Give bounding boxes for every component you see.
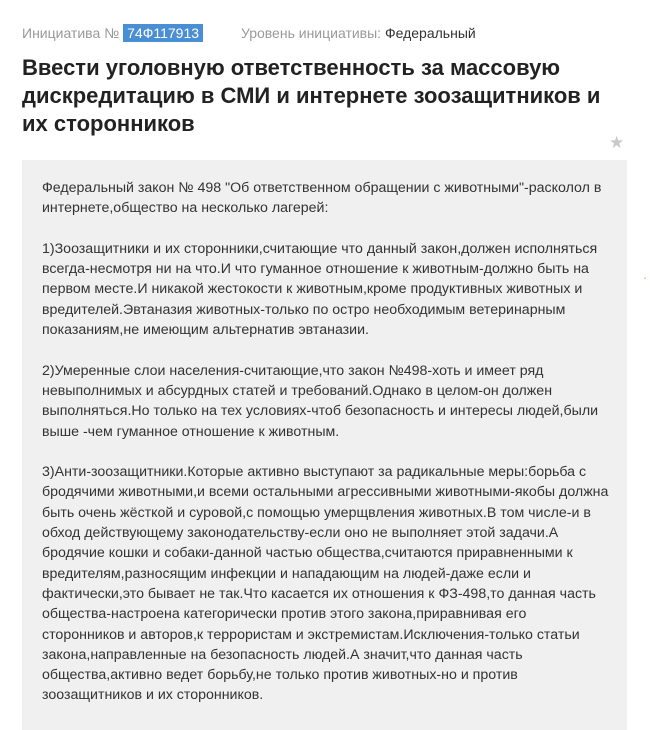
description-paragraph: 2)Умеренные слои населения-считающие,что закон №498-хоть и имеет ряд невыполнимых и абсурдных статей и требований.Однако в целом-он должен выполняться.Но только на тех условиях-чтоб безопасность и интересы людей,были выше -чем гуманное отношение к животным.	[42, 362, 599, 440]
initiative-meta	[22, 24, 476, 42]
description-paragraph: 3)Анти-зоозащитники.Которые активно выступают за радикальные меры:борьба с бродячими животными,и всеми остальными агрессивными животными-якобы должна быть очень жёсткой и суровой,с помощью умерщвления животных.В том числе-и в обход действующему законодательству-если оно не выполняет этой задачи.А бродячие кошки и собаки-данной частью общества,считаются приравненными к вредителям,разносящим инфекции и нападающим на людей-даже если и фактически,это бывает не так.Что касается их отношения к ФЗ-498,то данная часть общества-настроена категорически против этого закона,приравнивая его сторонников и авторов,к террористам и экстремистам.Исключения-только статьи закона,направленные на безопасность людей.А значит,что данная часть общества,активно ведет борьбу,не только против животных-но и против зоозащитников и их сторонников.	[42, 464, 609, 704]
description-text	[42, 178, 612, 726]
initiative-label: Инициатива №	[22, 25, 120, 41]
initiative-number: 74Ф117913	[123, 24, 203, 42]
level-value: Федеральный	[384, 25, 476, 41]
page-title: Ввести уголовную ответственность за массовую дискредитацию в СМИ и интернете зоозащитников и их сторонников	[22, 55, 601, 136]
level-label: Уровень инициативы:	[240, 25, 382, 41]
description-paragraph: 1)Зоозащитники и их сторонники,считающие что данный закон,должен исполняться всегда-несмотря ни на что.И что гуманное отношение к животным-должно быть на первом месте.И никакой жестокости к животным,кроме продуктивных животных и вредителей.Эвтаназия животных-только по остро необходимым ветеринарным показаниям,не имеющим альтернатив эвтаназии.	[42, 240, 598, 339]
edge-mark-icon: ʻ	[644, 276, 647, 287]
description-paragraph: Федеральный закон № 498 "Об ответственном обращении с животными"-расколол в интернете,общество на несколько лагерей:	[42, 180, 602, 217]
star-icon[interactable]: ★	[609, 133, 625, 152]
